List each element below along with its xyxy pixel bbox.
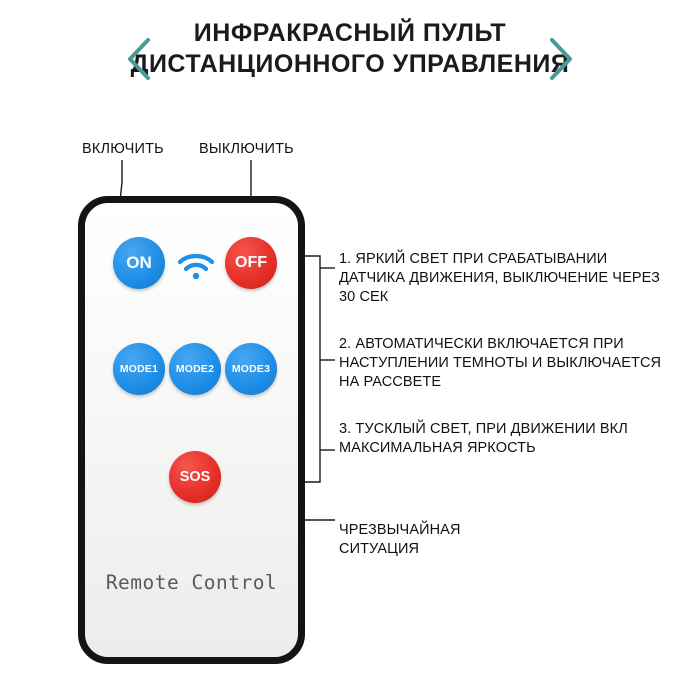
- description-item-1: 1. ЯРКИЙ СВЕТ ПРИ СРАБАТЫВАНИИ ДАТЧИКА ДВИЖЕНИЯ, ВЫКЛЮЧЕНИЕ ЧЕРЕЗ 30 СЕК: [339, 251, 660, 306]
- remote-brand-text: Remote Control: [105, 571, 278, 594]
- description-item-3: 3. ТУСКЛЫЙ СВЕТ, ПРИ ДВИЖЕНИИ ВКЛ МАКСИМАЛЬНАЯ ЯРКОСТЬ: [339, 421, 628, 457]
- chevron-left-icon: [122, 36, 156, 82]
- remote-face: [85, 203, 298, 657]
- remote-control-device: [78, 196, 305, 664]
- sos-button[interactable]: SOS: [169, 451, 221, 503]
- page-title: ИНФРАКРАСНЫЙ ПУЛЬТ ДИСТАНЦИОННОГО УПРАВЛЕНИЯ: [130, 19, 570, 78]
- description-sos: ЧРЕЗВЫЧАЙНАЯ СИТУАЦИЯ: [339, 522, 461, 558]
- mode2-button[interactable]: MODE2: [169, 343, 221, 395]
- on-button[interactable]: ON: [113, 237, 165, 289]
- header: [0, 18, 700, 79]
- off-button[interactable]: OFF: [225, 237, 277, 289]
- mode1-button[interactable]: MODE1: [113, 343, 165, 395]
- chevron-right-icon: [544, 36, 578, 82]
- wifi-icon: [177, 251, 215, 281]
- label-on: ВКЛЮЧИТЬ: [82, 141, 164, 157]
- label-off: ВЫКЛЮЧИТЬ: [199, 141, 294, 157]
- mode3-button[interactable]: MODE3: [225, 343, 277, 395]
- description-item-2: 2. АВТОМАТИЧЕСКИ ВКЛЮЧАЕТСЯ ПРИ НАСТУПЛЕНИИ ТЕМНОТЫ И ВЫКЛЮЧАЕТСЯ НА РАССВЕТЕ: [339, 336, 662, 391]
